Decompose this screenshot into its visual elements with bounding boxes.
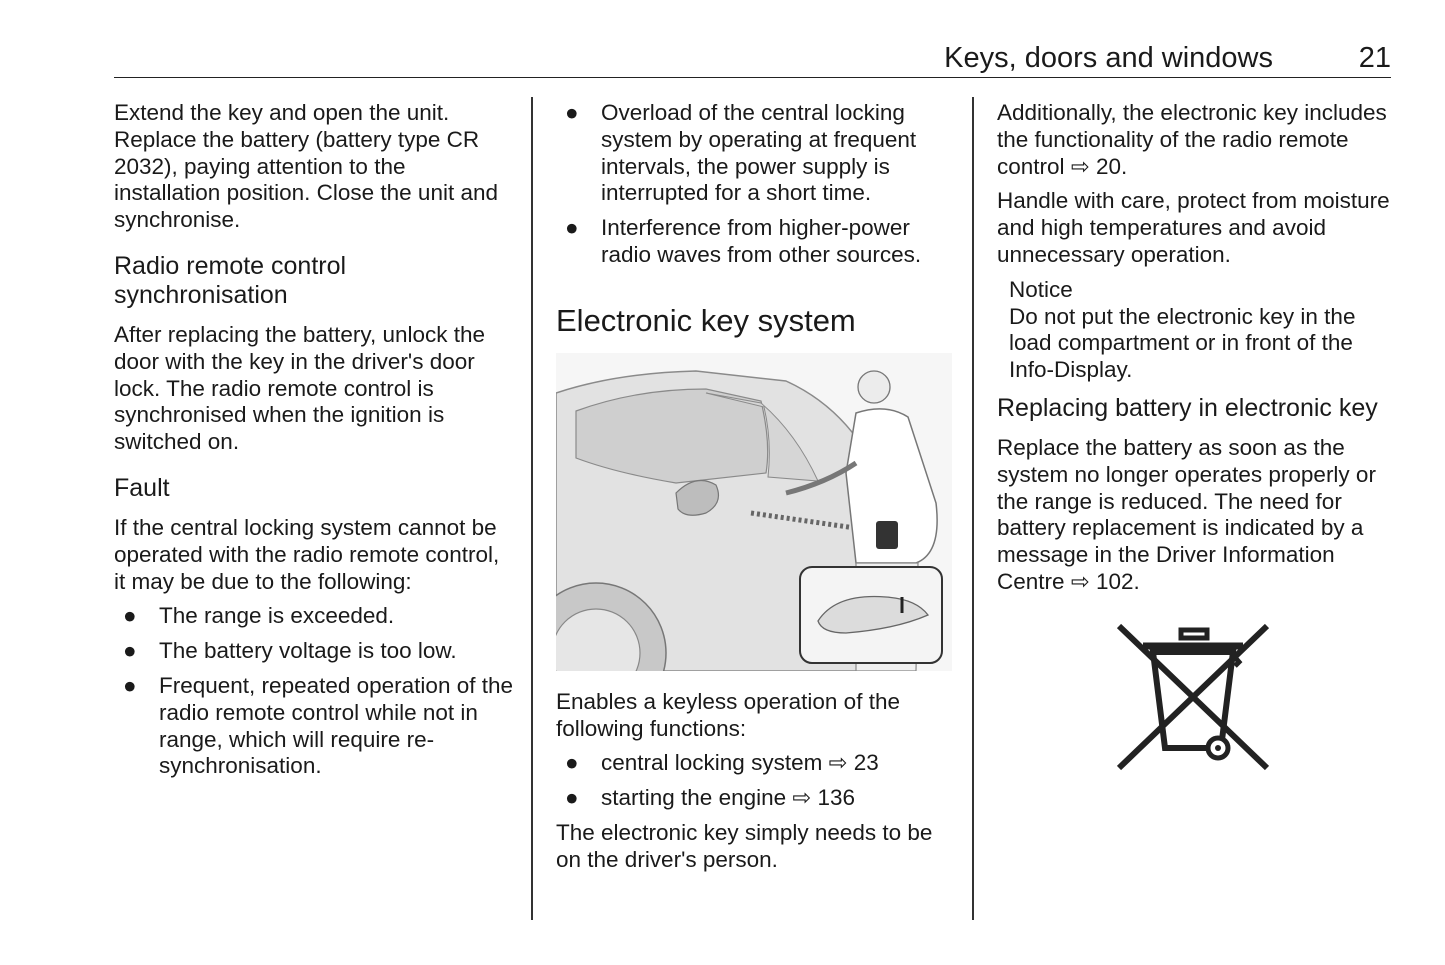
closing-paragraph: The electronic key simply needs to be on the driver's person. [556,819,933,872]
page-ref-icon: ⇨ [828,750,848,776]
page-ref-icon: ⇨ [1070,568,1090,594]
column-1 [114,100,514,788]
electronic-key-heading: Electronic key system [556,302,856,338]
radio-functionality-paragraph: Additionally, the electronic key includes the functionality of the radio remote control ⇨ 20. [997,100,1387,179]
bullet-icon: ● [565,215,579,241]
list-item: ● central locking system ⇨ 23 [565,750,879,776]
keyless-entry-illustration [556,353,952,671]
replace-battery-paragraph: Replace the battery as soon as the system no longer operates properly or the range is reduced. The need for battery replacement is indicated by a message in the Driver Information Centre ⇨ 102. [997,434,1376,594]
sync-heading: Radio remote control synchronisation [114,251,347,309]
column-2 [556,100,956,882]
list-item: ● The battery voltage is too low. [123,638,457,664]
bullet-icon: ● [123,638,137,664]
eks-paragraph: Enables a keyless operation of the following functions: [556,688,900,741]
column-divider-2 [972,97,974,920]
list-item: ● Interference from higher-power radio waves from other sources. [565,215,922,267]
notice-title: Notice [1009,276,1073,302]
bullet-icon: ● [565,100,579,125]
bullet-icon: ● [565,750,579,776]
bullet-icon: ● [123,603,137,629]
list-item: ● Overload of the central locking system by operating at frequent intervals, the power supply is interrupted for a short time. [565,100,917,206]
fault-list [114,603,514,780]
sync-paragraph: After replacing the battery, unlock the door with the key in the driver's door lock. The radio remote control is synchronised when the ignition is switched on. [114,321,486,455]
fault-list-continued [556,100,956,269]
list-item: ● The range is exceeded. [123,603,395,629]
notice-text: Do not put the electronic key in the load compartment or in front of the Info-Display. [1009,303,1356,383]
bullet-icon: ● [565,785,579,811]
page-ref-link[interactable]: 20 [1095,153,1121,179]
fault-heading: Fault [114,473,170,502]
bullet-icon: ● [123,672,137,698]
car-person-illustration [556,353,952,671]
replace-battery-heading: Replacing battery in electronic key [997,393,1378,422]
fault-paragraph: If the central locking system cannot be operated with the radio remote control, it may be due to the following: [114,514,500,594]
list-item: ● starting the engine ⇨ 136 [565,785,856,811]
page-ref-link[interactable]: 23 [853,750,879,776]
page-ref-link[interactable]: 102 [1095,568,1134,594]
list-item: ● Frequent, repeated operation of the radio remote control while not in range, which will require re-synchronisation. [123,672,514,779]
page-number: 21 [1358,42,1391,74]
functions-list [556,750,956,812]
column-divider-1 [531,97,533,920]
page-ref-link[interactable]: 136 [817,785,856,811]
column-3 [997,100,1397,779]
page-header [114,40,1391,78]
section-title: Keys, doors and windows [944,42,1273,74]
page-ref-icon: ⇨ [1070,153,1090,179]
battery-intro-paragraph: Extend the key and open the unit. Replace the battery (battery type CR 2032), paying attention to the installation position. Close the unit and synchronise. [114,100,498,233]
page-ref-icon: ⇨ [792,785,812,811]
crossed-bin-disposal-icon [1115,622,1271,772]
notice-box [997,277,1397,384]
care-paragraph: Handle with care, protect from moisture and high temperatures and avoid unnecessary operation. [997,188,1390,267]
